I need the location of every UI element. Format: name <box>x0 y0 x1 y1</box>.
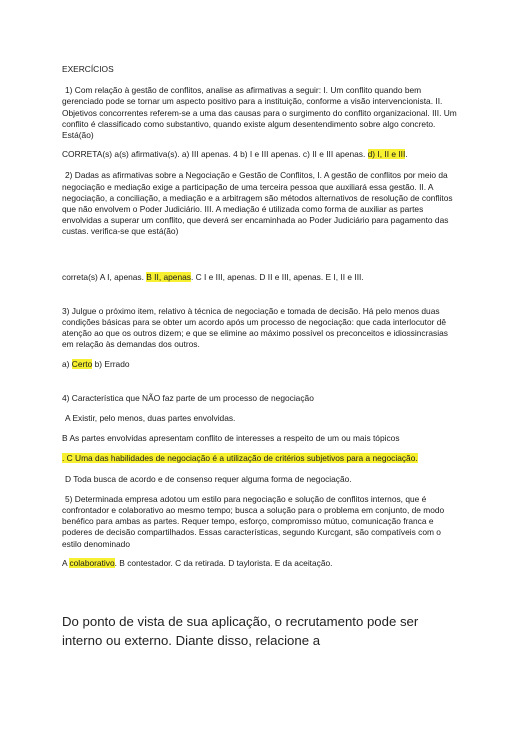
question-4-text: 4) Característica que NÃO faz parte de um processo de negociação <box>62 392 314 403</box>
question-4-option-a: A Existir, pelo menos, duas partes envolvidas. <box>65 413 236 424</box>
question-3-text: 3) Julgue o próximo item, relativo à técnica de negociação e tomada de decisão. Há pelo menos duas condições básicas para se obter um acordo após um processo de negociação: que cada interlocutor dê atenção ao que os outros dizem; e que se elimine ao máximo possível os preconceitos e idiossincrasias em relação às demandas dos outros. <box>62 305 448 350</box>
question-5-answers <box>62 558 460 569</box>
question-2-answers <box>62 272 460 283</box>
question-4-option-c <box>62 453 460 464</box>
question-1-options: CORRETA(s) a(s) afirmativa(s). a) III apenas. 4 b) I e III apenas. c) II e III apenas. <box>62 149 366 160</box>
question-2-answer-suffix: . C I e III, apenas. D II e III, apenas. E I, II e III. <box>190 271 364 282</box>
question-4-option-b: B As partes envolvidas apresentam conflito de interesses a respeito de um ou mais tópicos <box>62 433 400 444</box>
question-4-option-d: D Toda busca de acordo e de consenso requer alguma forma de negociação. <box>65 473 352 484</box>
question-2-highlighted-answer: B II, apenas <box>146 271 191 282</box>
question-1-answer-suffix: . <box>405 149 408 160</box>
document-content <box>62 64 460 650</box>
question-5-answer-prefix: A <box>62 557 70 568</box>
question-5-text: 5) Determinada empresa adotou um estilo para negociação e solução de conflitos internos, que é confrontador e colaborativo ao mesmo tempo; busca a solução para o problema em conjunto, de modo benéfico para ambas as partes. Requer tempo, esforço, compromisso mútuo, comunicação franca e poderes de decisão compartilhados. Essas características, segundo Kurcgant, são compatíveis com o estilo denominado <box>62 493 445 549</box>
question-5-answer-suffix: . B contestador. C da retirada. D taylorista. E da aceitação. <box>114 557 333 568</box>
question-3-highlighted-answer: Certo <box>71 358 93 369</box>
question-5-highlighted-answer: colaborativo <box>69 557 115 568</box>
question-3-answer-suffix: b) Errado <box>92 358 130 369</box>
section-title: EXERCÍCIOS <box>62 64 114 74</box>
closing-paragraph: Do ponto de vista de sua aplicação, o recrutamento pode ser interno ou externo. Diante disso, relacione a <box>62 614 419 648</box>
question-2-text: 2) Dadas as afirmativas sobre a Negociação e Gestão de Conflitos, I. A gestão de conflitos por meio da negociação e mediação exige a participação de uma terceira pessoa que auxiliará essa gestão. II. A negociação, a conciliação, a mediação e a arbitragem são métodos alternativos de resolução de conflitos que não envolvem o Poder Judiciário. III. A mediação é utilizada como forma de auxiliar as partes envolvidas a superar um conflito, que deverá ser encaminhada ao Poder Judiciário para pagamento das custas. verifica-se que está(ão) <box>62 170 453 237</box>
question-3-answer-prefix: a) <box>62 358 72 369</box>
question-1-text: 1) Com relação à gestão de conflitos, analise as afirmativas a seguir: I. Um conflito quando bem gerenciado pode se tornar um aspecto positivo para a instituição, conforme a visão intervencionista. II. Objetivos concorrentes referem-se a uma das causas para o surgimento do conflito organizacional. III. Um conflito é classificado como substantivo, quando existe algum desentendimento sobre algo concreto. Está(ão) <box>62 85 457 141</box>
question-1-highlighted-answer: d) I, II e III <box>367 149 406 160</box>
question-3-answers <box>62 359 460 370</box>
question-1-answers <box>62 149 460 160</box>
question-2-options: correta(s) A I, apenas. <box>62 271 144 282</box>
question-4-highlighted-answer: . C Uma das habilidades de negociação é a utilização de critérios subjetivos para a negociação. <box>62 453 418 464</box>
